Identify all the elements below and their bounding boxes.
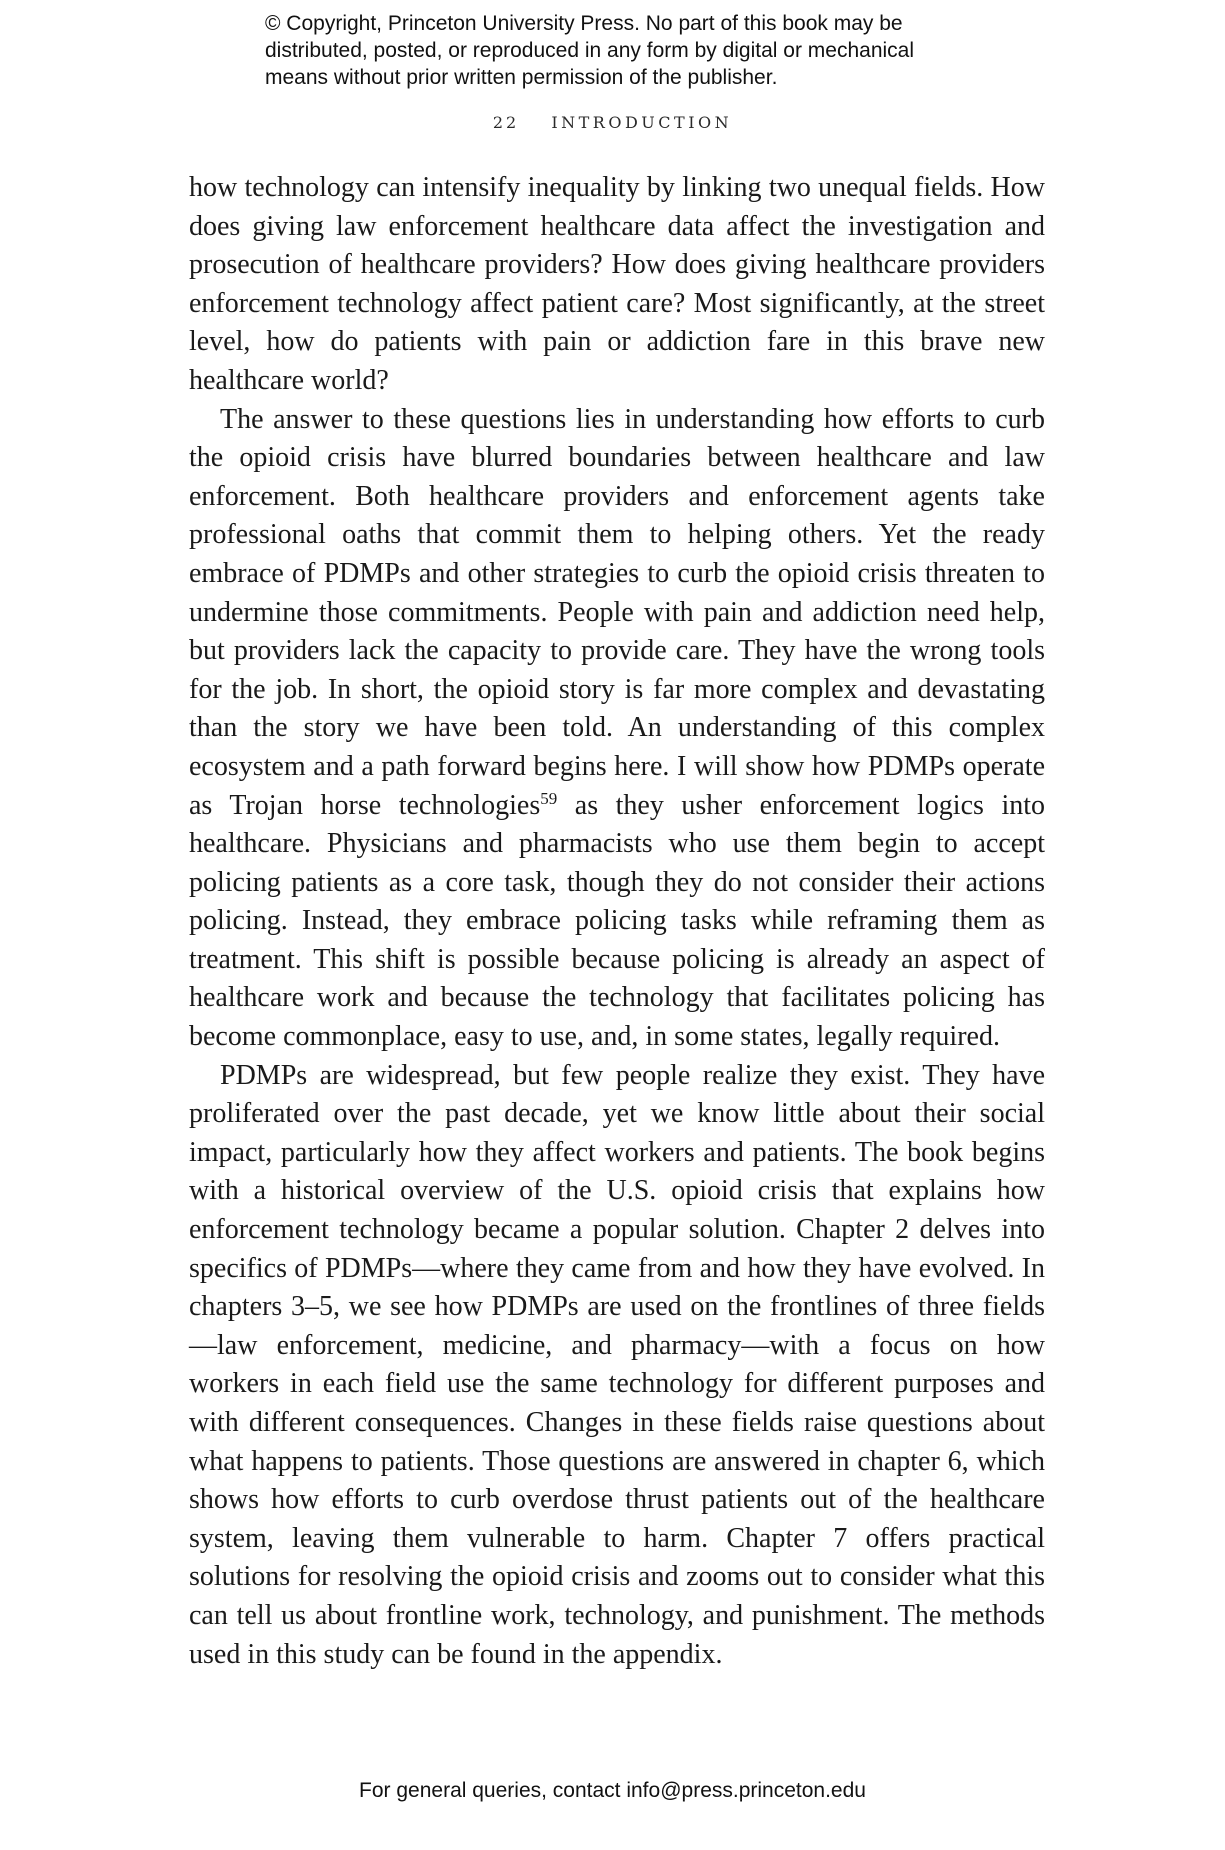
paragraph-2-part-2: as they usher enforcement logics into healthcare. Physicians and pharmacists who use them begin to accept policing patients as a core task, though they do not consider their actions policing. Instead, they embrace policing tasks while reframing them as treatment. This shift is possible because policing is already an aspect of healthcare work and because the technology that facilitates policing has become commonplace, easy to use, and, in some states, legally required. [189,789,1045,1053]
body-text [189,169,1045,1674]
copyright-line-1: © Copyright, Princeton University Press. No part of this book may be [265,12,903,35]
running-head [0,113,1225,132]
paragraph-3: PDMPs are widespread, but few people realize they exist. They have proliferated over the past decade, yet we know little about their social impact, particularly how they affect workers and patients. The book begins with a historical overview of the U.S. opioid crisis that explains how enforcement technology became a popular solution. Chapter 2 delves into specifics of PDMPs—where they came from and how they have evolved. In chapters 3–5, we see how PDMPs are used on the frontlines of three fields—law enforcement, medicine, and pharmacy—with a focus on how workers in each field use the same technology for different purposes and with different consequences. Changes in these fields raise questions about what happens to patients. Those questions are answered in chapter 6, which shows how efforts to curb overdose thrust patients out of the healthcare system, leaving them vulnerable to harm. Chapter 7 offers practical solutions for resolving the opioid crisis and zooms out to consider what this can tell us about frontline work, technology, and punishment. The methods used in this study can be found in the appendix. [189,1059,1045,1670]
footer-contact: For general queries, contact info@press.princeton.edu [359,1779,866,1802]
paragraph-2 [189,401,1045,1057]
chapter-title: INTRODUCTION [551,113,733,132]
copyright-line-3: means without prior written permission of the publisher. [265,66,778,89]
copyright-line-2: distributed, posted, or reproduced in any form by digital or mechanical [265,39,915,62]
footnote-reference: 59 [540,788,558,808]
copyright-notice [265,10,1025,91]
paragraph-1: how technology can intensify inequality by linking two unequal fields. How does giving law enforcement healthcare data affect the investigation and prosecution of healthcare providers? How does giving healthcare providers enforcement technology affect patient care? Most significantly, at the street level, how do patients with pain or addiction fare in this brave new healthcare world? [189,172,1045,396]
paragraph-2-part-1: The answer to these questions lies in understanding how efforts to curb the opioid crisis have blurred boundaries between healthcare and law enforcement. Both healthcare providers and enforcement agents take professional oaths that commit them to helping others. Yet the ready embrace of PDMPs and other strategies to curb the opioid crisis threaten to undermine those commitments. People with pain and addiction need help, but providers lack the capacity to provide care. They have the wrong tools for the job. In short, the opioid story is far more complex and devastating than the story we have been told. An understanding of this complex ecosystem and a path forward begins here. I will show how PDMPs operate as Trojan horse technologies [189,403,1045,821]
page-number: 22 [492,113,520,132]
